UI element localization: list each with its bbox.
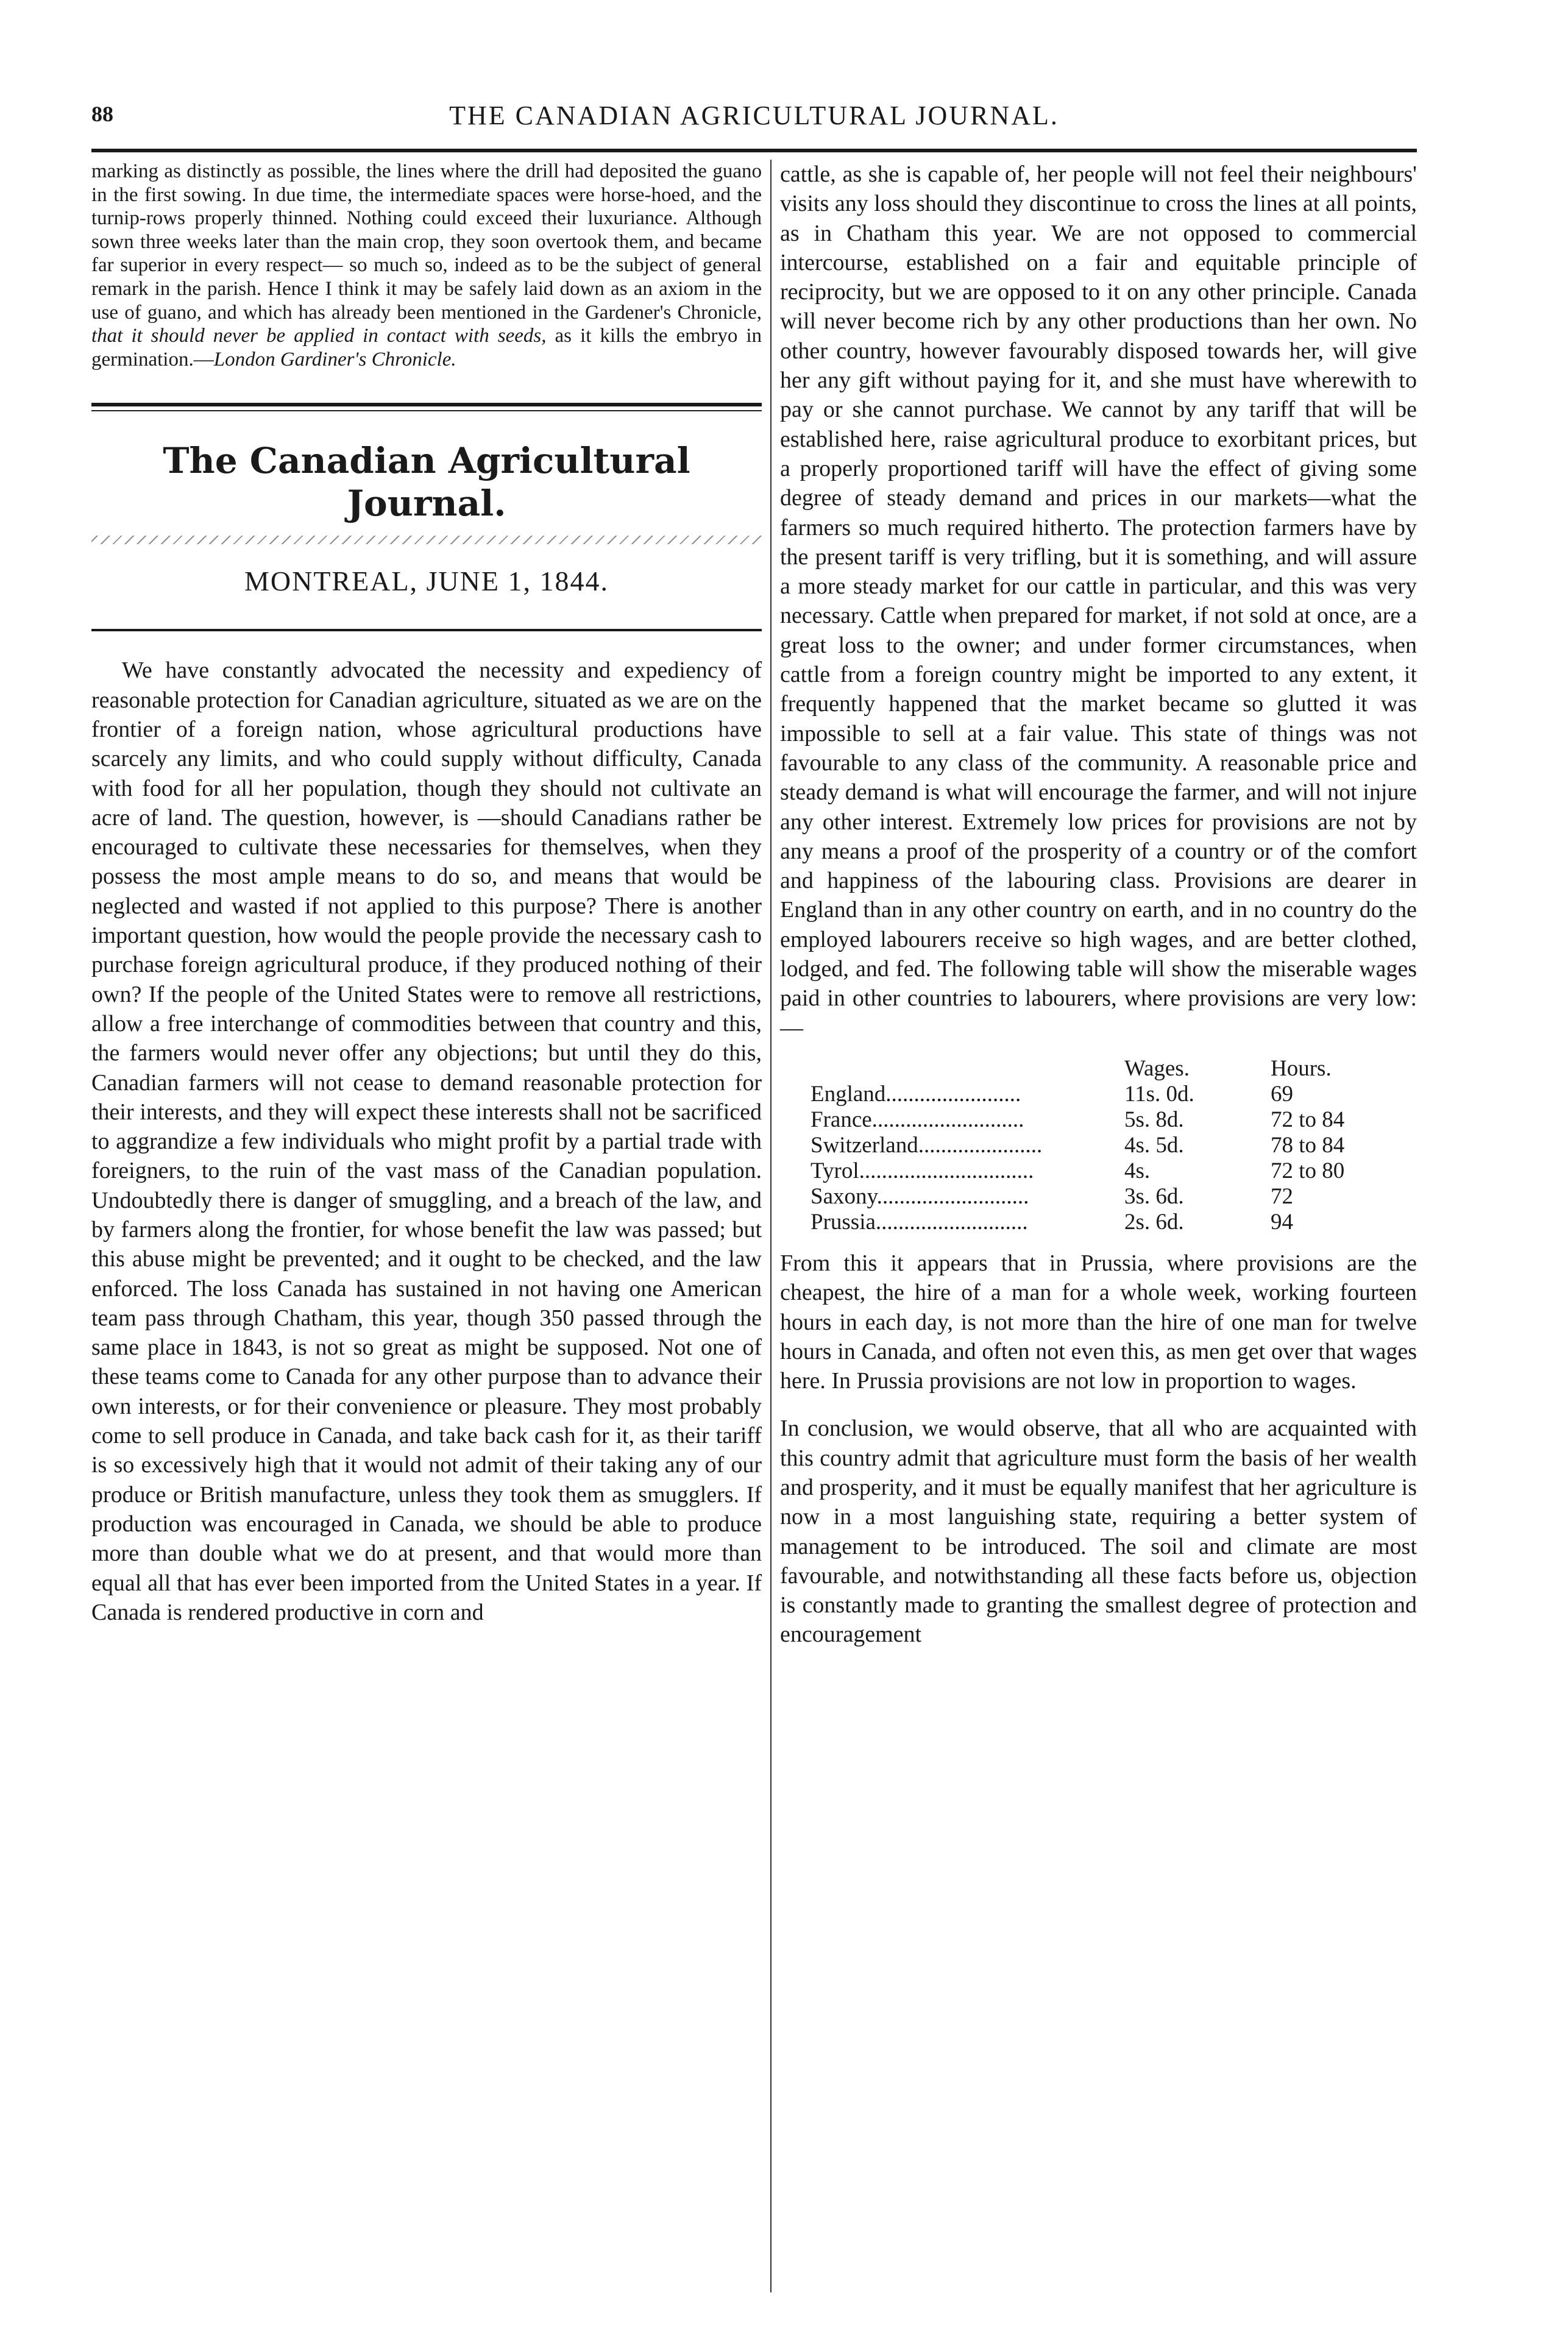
country-cell: Saxony...........................	[811, 1183, 1029, 1209]
wage-cell: 5s. 8d.	[1124, 1107, 1184, 1132]
table-row	[811, 1082, 1392, 1107]
header-rule	[91, 149, 1417, 152]
right-column	[780, 160, 1417, 1650]
hours-header: Hours.	[1271, 1055, 1332, 1081]
table-row	[811, 1107, 1392, 1133]
article-paragraph-3: From this it appears that in Prussia, where provisions are the cheapest, the hire of a man for a whole week, working fourteen hours in each day, is not more than the hire of one man for twelve hours in Canada, and often not even this, as men get over that wages here. In Prussia provisions are not low in proportion to wages.	[780, 1250, 1417, 1394]
excerpt-text: marking as distinctly as possible, the lines where the drill had deposited the guano in the first sowing. In due time, the intermediate spaces were horse-hoed, and the turnip-rows properly thinned. Nothing could exceed their luxuriance. Although sown three weeks later than the main crop, they soon overtook them, and became far superior in every respect— so much so, indeed as to be the subject of general remark in the parish. Hence I think it may be safely laid down as an axiom in the use of guano, and which has already been mentioned in the Gardener's Chronicle,	[91, 160, 762, 324]
running-title: THE CANADIAN AGRICULTURAL JOURNAL.	[449, 101, 1059, 130]
hours-cell: 78 to 84	[1271, 1132, 1345, 1158]
table-row	[811, 1210, 1392, 1235]
hours-cell: 72	[1271, 1183, 1293, 1209]
section-double-rule	[91, 403, 762, 411]
wage-cell: 4s.	[1124, 1158, 1151, 1183]
column-divider	[770, 160, 772, 2292]
article-paragraph-4: In conclusion, we would observe, that all who are acquainted with this country admit that agriculture must form the basis of her wealth and prosperity, and it must be equally manifest that her agriculture is now in a most languishing state, requiring a better system of management to be introduced. The soil and climate are most favourable, and notwithstanding all these facts before us, objection is constantly made to granting the smallest degree of protection and encouragement	[780, 1416, 1417, 1648]
excerpt-source: London Gardiner's Chronicle.	[213, 348, 456, 370]
table-row	[811, 1133, 1392, 1158]
table-row	[811, 1158, 1392, 1184]
hours-cell: 72 to 84	[1271, 1107, 1345, 1132]
wage-table	[811, 1056, 1392, 1235]
dateline-rule	[91, 629, 762, 631]
table-row	[811, 1184, 1392, 1210]
dateline: MONTREAL, JUNE 1, 1844.	[244, 565, 609, 597]
hours-cell: 94	[1271, 1209, 1293, 1235]
journal-masthead: The Canadian Agricultural Journal.	[163, 440, 690, 525]
country-cell: Switzerland......................	[811, 1132, 1043, 1158]
hours-cell: 69	[1271, 1081, 1293, 1107]
wage-table-header	[811, 1056, 1392, 1082]
article-paragraph-2: cattle, as she is capable of, her people will not feel their neighbours' visits any loss should they discontinue to cross the lines at all points, as in Chatham this year. We are not opposed to commercial intercourse, established on a fair and equitable principle of reciprocity, but we are opposed to it on any other principle. Canada will never become rich by any other productions than her own. No other country, however favourably disposed towards her, will give her any gift without paying for it, and she must have wherewith to pay or she cannot purchase. We cannot by any tariff that will be established here, raise agricultural produce to exorbitant prices, but a properly proportioned tariff will have the effect of giving some degree of steady demand and prices in our markets—what the farmers so much required hitherto. The protection farmers have by the present tariff is very trifling, but it is something, and will assure a more steady market for our cattle in particular, and this was very necessary. Cattle when prepared for market, if not sold at once, are a great loss to the owner; and under former circumstances, when cattle from a foreign country might be imported to any extent, it frequently happened that the market became so glutted it was impossible to sell at a fair value. This state of things was not favourable to any class of the community. A reasonable price and steady demand is what will encourage the farmer, and will not injure any other interest. Extremely low prices for provisions are not by any means a proof of the prosperity of a country or of the comfort and happiness of the labouring class. Provisions are dearer in England than in any other country on earth, and in no country do the employed labourers receive so high wages, and are better clothed, lodged, and fed. The following table will show the miserable wages paid in other countries to labourers, where provisions are very low:—	[780, 161, 1417, 1041]
left-column	[91, 160, 762, 1627]
country-cell: Prussia...........................	[811, 1209, 1028, 1235]
article-paragraph-1: We have constantly advocated the necessity and expediency of reasonable protection for Canadian agriculture, situated as we are on the frontier of a foreign nation, whose agricultural productions have scarcely any limits, and who could supply without difficulty, Canada with food for all her population, though they should not cultivate an acre of land. The question, however, is —should Canadians rather be encouraged to cultivate these necessaries for themselves, when they possess the most ample means to do so, and means that would be neglected and wasted if not applied to this purpose? There is another important question, how would the people provide the necessary cash to purchase foreign agricultural produce, if they produced nothing of their own? If the people of the United States were to remove all restrictions, allow a free interchange of commodities between that country and this, the farmers would never offer any objections; but until they do this, Canadian farmers will not cease to demand reasonable protection for their interests, and they will expect these interests shall not be sacrificed to aggrandize a few individuals who might profit by a partial trade with foreigners, to the ruin of the vast mass of the Canadian population. Undoubtedly there is danger of smuggling, and a breach of the law, and by farmers along the frontier, for whose benefit the law was passed; but this abuse might be prevented; and it ought to be checked, and the law enforced. The loss Canada has sustained in not having one American team pass through Chatham, this year, though 350 passed through the same place in 1843, is not so great as might be supposed. Not one of these teams come to Canada for any other purpose than to advance their own interests, or for their convenience or pleasure. They most probably come to sell produce in Canada, and take back cash for it, as their tariff is so excessively high that it would not admit of their taking any of our produce or British manufacture, unless they took them as smugglers. If production was encouraged in Canada, we should be able to produce more than double what we do at present, and that would more than equal all that has ever been imported from the United States in a year. If Canada is rendered productive in corn and	[91, 658, 762, 1625]
country-cell: Tyrol...............................	[811, 1158, 1034, 1183]
wage-cell: 4s. 5d.	[1124, 1132, 1184, 1158]
wavy-divider	[91, 536, 762, 544]
wage-cell: 3s. 6d.	[1124, 1183, 1184, 1209]
country-cell: France...........................	[811, 1107, 1024, 1132]
country-cell: England........................	[811, 1081, 1021, 1107]
wage-cell: 11s. 0d.	[1124, 1081, 1194, 1107]
guano-excerpt	[91, 160, 762, 371]
wage-header: Wages.	[1124, 1055, 1190, 1081]
excerpt-italic-text: that it should never be applied in contact with seeds,	[91, 325, 547, 347]
hours-cell: 72 to 80	[1271, 1158, 1345, 1183]
excerpt-text-after: as it kills the embryo in germination.—	[91, 325, 762, 370]
wage-cell: 2s. 6d.	[1124, 1209, 1184, 1235]
page-header	[91, 96, 1417, 145]
page-number: 88	[91, 102, 113, 126]
